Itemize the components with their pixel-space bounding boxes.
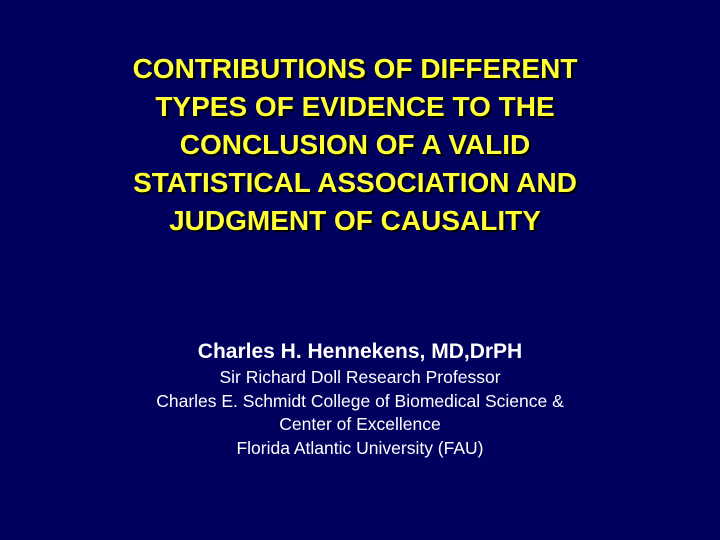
title-line-3: CONCLUSION OF A VALID [179, 129, 531, 160]
slide-title [60, 50, 650, 240]
author-affiliation-line-2: Center of Excellence [279, 414, 441, 434]
title-line-5: JUDGMENT OF CAUSALITY [169, 205, 541, 236]
author-position: Sir Richard Doll Research Professor [219, 367, 501, 387]
title-line-1: CONTRIBUTIONS OF DIFFERENT [132, 53, 578, 84]
author-name: Charles H. Hennekens, MD,DrPH [197, 340, 523, 363]
title-line-2: TYPES OF EVIDENCE TO THE [155, 91, 555, 122]
title-line-4: STATISTICAL ASSOCIATION AND [133, 167, 577, 198]
author-block [80, 338, 640, 460]
author-affiliation-line-1: Charles E. Schmidt College of Biomedical Science & [156, 390, 564, 411]
author-university: Florida Atlantic University (FAU) [236, 437, 484, 458]
